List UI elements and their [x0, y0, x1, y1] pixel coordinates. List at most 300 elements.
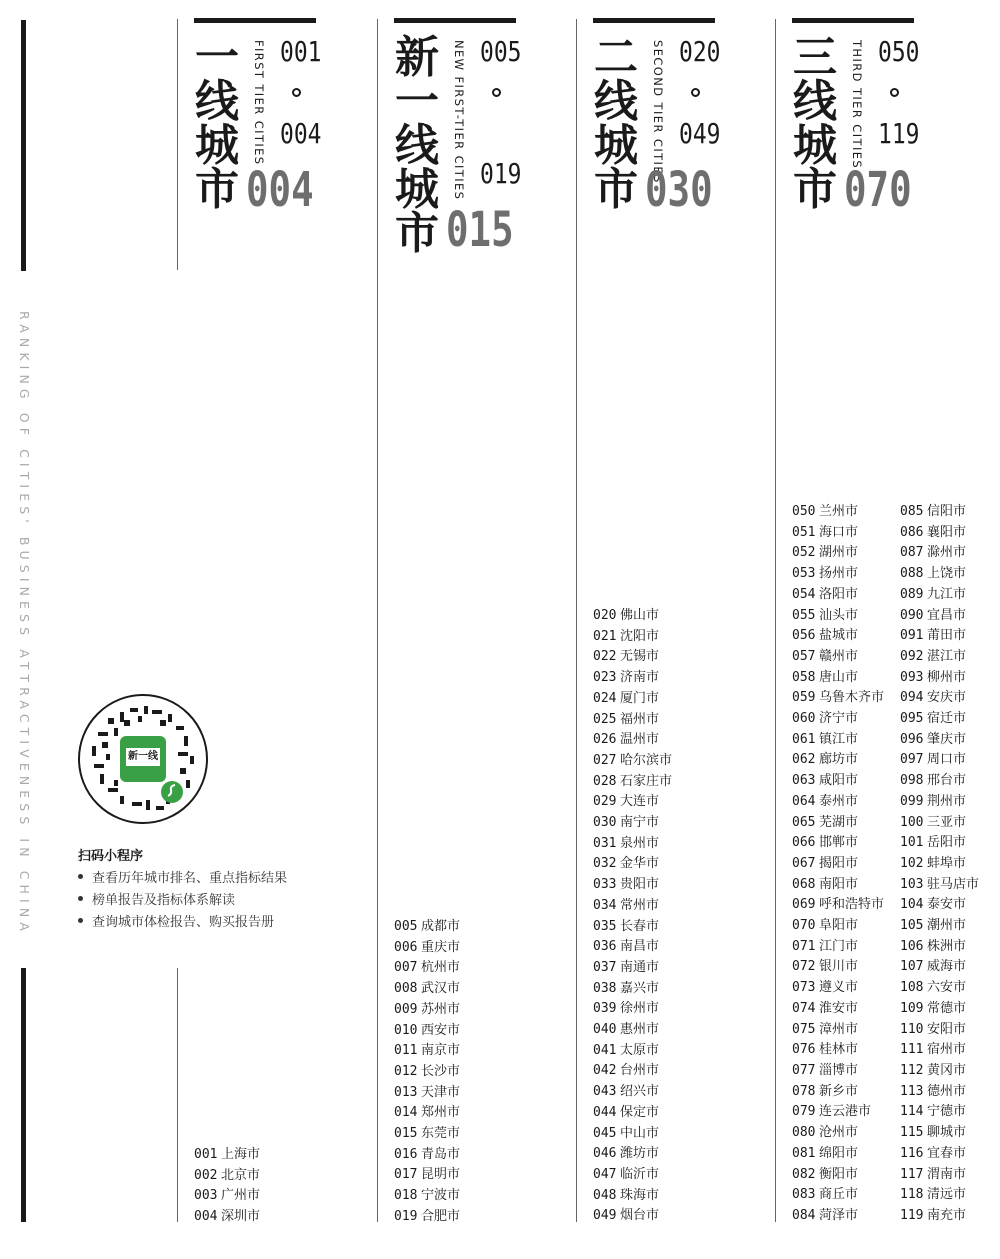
- list-item[interactable]: [194, 1207, 260, 1228]
- tier-title-en: SECOND TIER CITIES: [651, 40, 665, 184]
- list-item[interactable]: [792, 1061, 884, 1082]
- city-name: 揭阳市: [819, 855, 859, 871]
- promo-item: 榜单报告及指标体系解读: [78, 890, 287, 912]
- bullet-icon: [78, 874, 83, 879]
- list-item[interactable]: [593, 689, 672, 710]
- tier-top-bar: [394, 18, 516, 23]
- tier-title-char: 市: [195, 164, 239, 215]
- city-name: 宿州市: [927, 1042, 967, 1058]
- list-item[interactable]: [394, 1124, 460, 1145]
- city-name: 漳州市: [819, 1021, 859, 1037]
- list-item[interactable]: [593, 668, 672, 689]
- list-item[interactable]: [593, 1165, 672, 1186]
- list-item[interactable]: [900, 833, 979, 854]
- tier-title-char: 城: [395, 164, 439, 215]
- city-name: 连云港市: [819, 1104, 872, 1120]
- city-name: 柳州市: [927, 669, 967, 685]
- city-name: 淮安市: [819, 1000, 859, 1016]
- city-name: 南通市: [620, 959, 660, 975]
- list-item[interactable]: [900, 1040, 979, 1061]
- city-name: 遵义市: [819, 980, 859, 996]
- tier-title-char: 城: [594, 120, 638, 171]
- list-item[interactable]: [792, 730, 884, 751]
- city-rank: 039: [593, 1001, 617, 1017]
- list-item[interactable]: [792, 688, 884, 709]
- city-rank: 026: [593, 732, 617, 748]
- city-rank: 115: [900, 1125, 924, 1141]
- list-item[interactable]: [593, 1061, 672, 1082]
- city-name: 渭南市: [927, 1166, 967, 1182]
- list-item[interactable]: [900, 750, 979, 771]
- list-item[interactable]: [900, 564, 979, 585]
- city-name: 泉州市: [620, 835, 660, 851]
- list-item[interactable]: [593, 1206, 672, 1227]
- city-rank: 002: [194, 1167, 218, 1183]
- list-item[interactable]: [792, 626, 884, 647]
- range-from: 001: [280, 35, 322, 68]
- city-rank: 005: [394, 919, 418, 934]
- city-name: 呼和浩特市: [819, 897, 885, 913]
- city-rank: 037: [593, 959, 617, 975]
- list-item[interactable]: [593, 606, 672, 627]
- list-item[interactable]: [394, 1041, 460, 1062]
- range-from: 020: [679, 35, 721, 68]
- list-item[interactable]: [593, 710, 672, 731]
- city-rank: 114: [900, 1104, 924, 1120]
- list-item[interactable]: [394, 917, 460, 938]
- tier-title-char: 一: [195, 32, 239, 83]
- list-item[interactable]: [900, 916, 979, 937]
- city-name: 桂林市: [819, 1042, 859, 1058]
- city-rank: 038: [593, 980, 617, 996]
- list-item[interactable]: [792, 833, 884, 854]
- city-rank: 061: [792, 731, 816, 747]
- city-name: 洛阳市: [819, 586, 859, 602]
- city-rank: 032: [593, 856, 617, 872]
- tier-title-cn: [593, 32, 639, 215]
- qr-logo-text: 新一线: [128, 751, 158, 762]
- city-rank: 042: [593, 1063, 617, 1079]
- list-item[interactable]: [900, 1206, 979, 1227]
- tier-title-char: 市: [395, 208, 439, 259]
- list-item[interactable]: [792, 1123, 884, 1144]
- city-list: [194, 1145, 260, 1228]
- city-rank: 068: [792, 876, 816, 892]
- city-rank: 067: [792, 855, 816, 871]
- list-item[interactable]: [593, 1103, 672, 1124]
- city-rank: 064: [792, 793, 816, 809]
- city-name: 江门市: [819, 938, 859, 954]
- city-name: 杭州市: [421, 960, 461, 976]
- city-name: 九江市: [927, 586, 967, 602]
- list-item[interactable]: [394, 979, 460, 1000]
- list-item[interactable]: [792, 647, 884, 668]
- tier-title-char: 线: [793, 76, 837, 127]
- city-name: 广州市: [221, 1188, 261, 1204]
- list-item[interactable]: [792, 978, 884, 999]
- city-name: 潍坊市: [620, 1146, 660, 1162]
- list-item[interactable]: [593, 772, 672, 793]
- tier-title-char: 城: [195, 120, 239, 171]
- city-name: 兰州市: [819, 504, 859, 519]
- list-item[interactable]: [900, 1185, 979, 1206]
- list-item[interactable]: [900, 937, 979, 958]
- list-item[interactable]: [194, 1145, 260, 1166]
- tier-top-bar: [792, 18, 914, 23]
- tier-count: 004: [246, 162, 314, 218]
- city-name: 宁德市: [927, 1104, 967, 1120]
- list-item[interactable]: [593, 627, 672, 648]
- city-name: 保定市: [620, 1104, 660, 1120]
- list-item[interactable]: [394, 1083, 460, 1104]
- promo-item: 查询城市体检报告、购买报告册: [78, 912, 287, 934]
- list-item[interactable]: [593, 813, 672, 834]
- list-item[interactable]: [792, 1185, 884, 1206]
- city-rank: 093: [900, 669, 924, 685]
- city-name: 湖州市: [819, 545, 859, 561]
- city-rank: 047: [593, 1166, 617, 1182]
- list-item[interactable]: [792, 771, 884, 792]
- city-name: 阜阳市: [819, 918, 859, 934]
- list-item[interactable]: [900, 688, 979, 709]
- city-name: 汕头市: [819, 607, 859, 623]
- list-item[interactable]: [792, 606, 884, 627]
- city-rank: 044: [593, 1104, 617, 1120]
- city-rank: 071: [792, 938, 816, 954]
- list-item[interactable]: [900, 771, 979, 792]
- bullet-icon: [78, 918, 83, 923]
- list-item[interactable]: [792, 875, 884, 896]
- list-item[interactable]: [792, 1020, 884, 1041]
- city-name: 临沂市: [620, 1166, 660, 1182]
- city-rank: 028: [593, 773, 617, 789]
- city-rank: 108: [900, 980, 924, 996]
- city-rank: 029: [593, 794, 617, 810]
- bullet-icon: [78, 896, 83, 901]
- list-item[interactable]: [900, 585, 979, 606]
- city-name: 济南市: [620, 670, 660, 686]
- city-name: 咸阳市: [819, 773, 859, 789]
- city-rank: 011: [394, 1043, 418, 1059]
- city-rank: 070: [792, 918, 816, 934]
- city-name: 常德市: [927, 1000, 967, 1016]
- city-rank: 013: [394, 1084, 418, 1100]
- list-item[interactable]: [593, 937, 672, 958]
- city-name: 荆州市: [927, 793, 967, 809]
- list-item[interactable]: [593, 1144, 672, 1165]
- tier-title-char: 市: [793, 164, 837, 215]
- list-item[interactable]: [593, 979, 672, 1000]
- list-item[interactable]: [900, 523, 979, 544]
- city-name: 安阳市: [927, 1021, 967, 1037]
- list-item[interactable]: [900, 813, 979, 834]
- list-item[interactable]: [900, 792, 979, 813]
- city-name: 邯郸市: [819, 835, 859, 851]
- city-rank: 040: [593, 1022, 617, 1038]
- city-name: 长春市: [620, 918, 660, 934]
- city-name: 无锡市: [620, 649, 660, 665]
- city-name: 南昌市: [620, 939, 660, 955]
- list-item[interactable]: [900, 1165, 979, 1186]
- city-rank: 065: [792, 814, 816, 830]
- list-item[interactable]: [900, 1102, 979, 1123]
- list-item[interactable]: [394, 1103, 460, 1124]
- city-name: 嘉兴市: [620, 980, 660, 996]
- city-name: 泰安市: [927, 897, 967, 913]
- city-rank: 116: [900, 1145, 924, 1161]
- list-item[interactable]: [593, 917, 672, 938]
- list-item[interactable]: [792, 1144, 884, 1165]
- city-rank: 003: [194, 1188, 218, 1204]
- list-item[interactable]: [394, 1145, 460, 1166]
- list-item[interactable]: [593, 647, 672, 668]
- list-item[interactable]: [900, 647, 979, 668]
- city-name: 银川市: [819, 959, 859, 975]
- city-name: 济宁市: [819, 711, 859, 727]
- list-item[interactable]: [900, 543, 979, 564]
- city-name: 淄博市: [819, 1062, 859, 1078]
- list-item[interactable]: [792, 1206, 884, 1227]
- list-item[interactable]: [900, 895, 979, 916]
- city-name: 岳阳市: [927, 835, 967, 851]
- city-rank: 073: [792, 980, 816, 996]
- list-item[interactable]: [900, 854, 979, 875]
- city-name: 芜湖市: [819, 814, 859, 830]
- list-item[interactable]: [900, 957, 979, 978]
- city-name: 滁州市: [927, 545, 967, 561]
- list-item[interactable]: [593, 896, 672, 917]
- list-item[interactable]: [792, 999, 884, 1020]
- city-name: 商丘市: [819, 1187, 859, 1203]
- city-rank: 078: [792, 1083, 816, 1099]
- tier-title-char: 线: [395, 120, 439, 171]
- list-item[interactable]: [792, 1040, 884, 1061]
- city-rank: 119: [900, 1207, 924, 1223]
- list-item[interactable]: [394, 1021, 460, 1042]
- list-item[interactable]: [900, 668, 979, 689]
- city-rank: 095: [900, 711, 924, 727]
- city-rank: 019: [394, 1208, 418, 1224]
- city-name: 昆明市: [421, 1167, 461, 1183]
- city-rank: 118: [900, 1187, 924, 1203]
- city-rank: 014: [394, 1105, 418, 1121]
- city-rank: 004: [194, 1209, 218, 1225]
- city-name: 盐城市: [819, 628, 859, 644]
- range-to: 004: [280, 117, 322, 150]
- city-name: 台州市: [620, 1063, 660, 1079]
- list-item[interactable]: [900, 709, 979, 730]
- city-rank: 015: [394, 1126, 418, 1142]
- city-rank: 050: [792, 504, 816, 519]
- list-item[interactable]: [792, 523, 884, 544]
- list-item[interactable]: [792, 564, 884, 585]
- city-rank: 103: [900, 876, 924, 892]
- city-name: 武汉市: [421, 981, 461, 997]
- tier-count: 030: [645, 162, 713, 218]
- city-name: 东莞市: [421, 1126, 461, 1142]
- tier-title-char: 线: [195, 76, 239, 127]
- range-to: 049: [679, 117, 721, 150]
- city-rank: 034: [593, 897, 617, 913]
- list-item[interactable]: [900, 1082, 979, 1103]
- list-item[interactable]: [593, 999, 672, 1020]
- city-name: 南宁市: [620, 815, 660, 831]
- list-item[interactable]: [394, 1165, 460, 1186]
- list-item[interactable]: [593, 875, 672, 896]
- tier-title-en: FIRST TIER CITIES: [252, 40, 266, 166]
- list-item[interactable]: [394, 938, 460, 959]
- city-name: 六安市: [927, 980, 967, 996]
- promo-heading: 扫码小程序: [78, 849, 144, 864]
- list-item[interactable]: [394, 1207, 460, 1228]
- list-item[interactable]: [792, 750, 884, 771]
- list-item[interactable]: [900, 1123, 979, 1144]
- city-rank: 033: [593, 877, 617, 893]
- city-rank: 058: [792, 669, 816, 685]
- list-item[interactable]: [900, 606, 979, 627]
- city-name: 石家庄市: [620, 773, 673, 789]
- city-rank: 074: [792, 1000, 816, 1016]
- list-item[interactable]: [792, 937, 884, 958]
- city-name: 佛山市: [620, 608, 660, 623]
- list-item[interactable]: [792, 895, 884, 916]
- tier-title-cn: [792, 32, 838, 215]
- list-item[interactable]: [900, 502, 979, 523]
- list-item[interactable]: [792, 1102, 884, 1123]
- city-name: 安庆市: [927, 690, 967, 706]
- list-item[interactable]: [394, 958, 460, 979]
- list-item[interactable]: [593, 834, 672, 855]
- list-item[interactable]: [792, 916, 884, 937]
- city-name: 清远市: [927, 1187, 967, 1203]
- tier-count: 070: [844, 162, 912, 218]
- city-name: 株洲市: [927, 938, 967, 954]
- city-rank: 092: [900, 648, 924, 664]
- list-item[interactable]: [593, 730, 672, 751]
- list-item[interactable]: [593, 1020, 672, 1041]
- list-item[interactable]: [194, 1186, 260, 1207]
- list-item[interactable]: [593, 1186, 672, 1207]
- list-item[interactable]: [593, 751, 672, 772]
- list-item[interactable]: [792, 792, 884, 813]
- tier-top-bar: [194, 18, 316, 23]
- city-rank: 010: [394, 1022, 418, 1038]
- tier-title-char: 一: [395, 76, 439, 127]
- list-item[interactable]: [593, 958, 672, 979]
- list-item[interactable]: [593, 1082, 672, 1103]
- city-name: 镇江市: [819, 731, 859, 747]
- city-rank: 066: [792, 835, 816, 851]
- list-item[interactable]: [900, 730, 979, 751]
- list-item[interactable]: [792, 668, 884, 689]
- list-item[interactable]: [194, 1166, 260, 1187]
- tier-divider-line: [177, 968, 178, 1222]
- list-item[interactable]: [792, 543, 884, 564]
- city-name: 大连市: [620, 794, 660, 810]
- city-list: [394, 917, 460, 1228]
- city-name: 福州市: [620, 711, 660, 727]
- tier-title-char: 线: [594, 76, 638, 127]
- city-name: 蚌埠市: [927, 855, 967, 871]
- list-item[interactable]: [900, 978, 979, 999]
- list-item[interactable]: [593, 792, 672, 813]
- list-item[interactable]: [394, 1000, 460, 1021]
- list-item[interactable]: [900, 1020, 979, 1041]
- list-item[interactable]: [900, 1061, 979, 1082]
- list-item[interactable]: [900, 1144, 979, 1165]
- list-item[interactable]: [394, 1062, 460, 1083]
- range-separator-icon: [691, 88, 700, 97]
- list-item[interactable]: [792, 502, 884, 523]
- city-rank: 113: [900, 1083, 924, 1099]
- side-title: RANKING OF CITIES' BUSINESS ATTRACTIVENESS IN CHINA: [17, 311, 32, 936]
- city-name: 上饶市: [927, 566, 967, 582]
- city-name: 绵阳市: [819, 1145, 859, 1161]
- city-rank: 041: [593, 1042, 617, 1058]
- city-name: 南京市: [421, 1043, 461, 1059]
- city-rank: 052: [792, 545, 816, 561]
- list-item[interactable]: [593, 854, 672, 875]
- list-item[interactable]: [792, 1082, 884, 1103]
- list-item[interactable]: [792, 1165, 884, 1186]
- city-rank: 056: [792, 628, 816, 644]
- list-item[interactable]: [593, 1041, 672, 1062]
- list-item[interactable]: [593, 1124, 672, 1145]
- city-rank: 087: [900, 545, 924, 561]
- city-rank: 077: [792, 1062, 816, 1078]
- left-bottom-bar: [21, 968, 26, 1222]
- city-rank: 096: [900, 731, 924, 747]
- city-rank: 062: [792, 752, 816, 768]
- city-rank: 117: [900, 1166, 924, 1182]
- tier-title-char: 新: [395, 32, 439, 83]
- city-name: 徐州市: [620, 1001, 660, 1017]
- city-name: 泰州市: [819, 793, 859, 809]
- city-rank: 105: [900, 918, 924, 934]
- city-rank: 030: [593, 815, 617, 831]
- list-item[interactable]: [900, 999, 979, 1020]
- tier-title-cn: [394, 32, 440, 259]
- city-name: 衡阳市: [819, 1166, 859, 1182]
- range-separator-icon: [492, 88, 501, 97]
- list-item[interactable]: [792, 585, 884, 606]
- city-name: 乌鲁木齐市: [819, 690, 885, 706]
- list-item[interactable]: [900, 875, 979, 896]
- city-name: 贵阳市: [620, 877, 660, 893]
- city-rank: 053: [792, 566, 816, 582]
- qr-code[interactable]: [78, 694, 208, 824]
- city-rank: 090: [900, 607, 924, 623]
- list-item[interactable]: [394, 1186, 460, 1207]
- city-rank: 060: [792, 711, 816, 727]
- city-name: 赣州市: [819, 648, 859, 664]
- tier-top-bar: [593, 18, 715, 23]
- tier-divider-line: [775, 19, 776, 1222]
- tier-title-char: 三: [793, 32, 837, 83]
- city-rank: 023: [593, 670, 617, 686]
- city-rank: 027: [593, 752, 617, 768]
- list-item[interactable]: [792, 957, 884, 978]
- list-item[interactable]: [900, 626, 979, 647]
- promo-item: 查看历年城市排名、重点指标结果: [78, 868, 287, 890]
- list-item[interactable]: [792, 813, 884, 834]
- city-name: 哈尔滨市: [620, 752, 673, 768]
- city-rank: 007: [394, 960, 418, 976]
- city-rank: 006: [394, 939, 418, 955]
- list-item[interactable]: [792, 854, 884, 875]
- tier-divider-line: [576, 19, 577, 1222]
- list-item[interactable]: [792, 709, 884, 730]
